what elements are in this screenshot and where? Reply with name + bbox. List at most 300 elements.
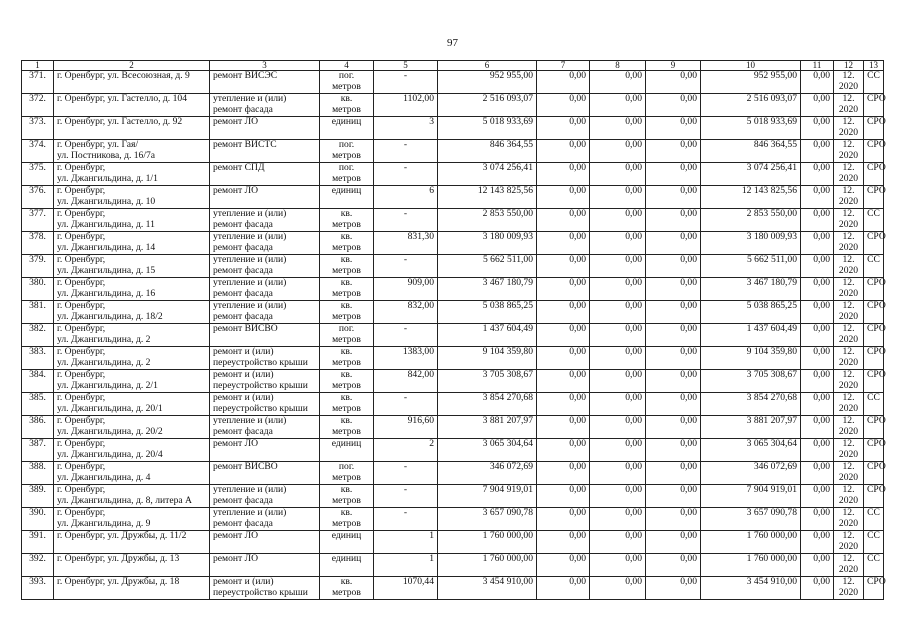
col9-cell: 0,00 [646,462,701,485]
col8-cell: 0,00 [590,301,646,324]
quantity-cell: 6 [374,186,438,209]
deadline-cell [834,255,864,278]
col7-cell: 0,00 [537,140,590,163]
table-row [22,370,884,393]
deadline-line: 2020 [838,540,859,552]
unit-cell [320,370,374,393]
work-type-line: утепление и (или) [213,507,287,518]
col10-cell: 3 467 180,79 [701,278,801,301]
col7-cell: 0,00 [537,416,590,439]
deadline-cell [834,531,864,554]
work-type-line: утепление и (или) [213,300,287,311]
work-type-line: ремонт ЛО [213,438,259,449]
address-line: ул. Джангильдина, д. 14 [57,241,156,253]
work-type-cell [210,117,320,140]
col7-cell: 0,00 [537,439,590,462]
col10-cell: 3 705 308,67 [701,370,801,393]
unit-line: метров [332,494,361,506]
col9-cell: 0,00 [646,531,701,554]
unit-line: метров [332,218,361,230]
col10-cell: 3 180 009,93 [701,232,801,255]
deadline-line: 2020 [838,195,859,207]
unit-line: метров [332,517,361,529]
deadline-cell [834,439,864,462]
deadline-cell [834,163,864,186]
deadline-cell [834,462,864,485]
work-type-cell [210,209,320,232]
col9-cell: 0,00 [646,255,701,278]
address-cell [54,163,210,186]
deadline-cell [834,577,864,600]
address-line: ул. Джангильдина, д. 2/1 [57,379,158,391]
method-code-cell: СРО [864,232,884,255]
table-row [22,577,884,600]
col10-cell: 952 955,00 [701,71,801,94]
quantity-cell: 3 [374,117,438,140]
work-type-cell [210,163,320,186]
table-row [22,531,884,554]
quantity-cell: - [374,462,438,485]
col11-cell: 0,00 [801,347,834,370]
deadline-line: 2020 [838,103,859,115]
col9-cell: 0,00 [646,393,701,416]
col8-cell: 0,00 [590,324,646,347]
table-row [22,324,884,347]
quantity-cell: 1383,00 [374,347,438,370]
address-cell [54,370,210,393]
column-header: 12 [834,61,864,71]
work-type-cell [210,462,320,485]
table-row [22,117,884,140]
deadline-line: 12. [842,254,855,265]
work-type-cell [210,485,320,508]
col9-cell: 0,00 [646,140,701,163]
work-type-line: ремонт ЛО [213,185,259,196]
work-type-cell [210,508,320,531]
unit-line: метров [332,310,361,322]
address-cell [54,347,210,370]
col10-cell: 3 074 256,41 [701,163,801,186]
col7-cell: 0,00 [537,278,590,301]
col9-cell: 0,00 [646,485,701,508]
deadline-line: 12. [842,576,855,587]
unit-cell [320,577,374,600]
address-cell [54,554,210,577]
quantity-cell: - [374,393,438,416]
work-type-cell [210,255,320,278]
row-number-cell: 383. [22,347,54,370]
row-number-cell: 379. [22,255,54,278]
col8-cell: 0,00 [590,531,646,554]
work-type-line: ремонт ЛО [213,553,259,564]
work-type-line: ремонт фасада [213,241,273,253]
address-line: ул. Джангильдина, д. 18/2 [57,310,163,322]
total-cost-cell: 12 143 825,56 [438,186,537,209]
deadline-line: 12. [842,438,855,449]
col7-cell: 0,00 [537,71,590,94]
col8-cell: 0,00 [590,485,646,508]
unit-line: единиц [331,553,362,564]
quantity-cell: 831,30 [374,232,438,255]
col7-cell: 0,00 [537,485,590,508]
unit-line: кв. [340,415,353,426]
total-cost-cell: 9 104 359,80 [438,347,537,370]
col10-cell: 846 364,55 [701,140,801,163]
col8-cell: 0,00 [590,554,646,577]
col10-cell: 3 854 270,68 [701,393,801,416]
unit-cell [320,94,374,117]
method-code-cell: СРО [864,485,884,508]
deadline-cell [834,485,864,508]
address-cell [54,508,210,531]
work-type-line: ремонт фасада [213,287,273,299]
quantity-cell: 842,00 [374,370,438,393]
col8-cell: 0,00 [590,232,646,255]
work-type-line: ремонт ЛО [213,530,259,541]
register-table [21,60,884,600]
address-line: ул. Джангильдина, д. 4 [57,471,151,483]
address-line: г. Оренбург, [57,415,106,426]
col7-cell: 0,00 [537,301,590,324]
address-line: г. Оренбург, [57,461,106,472]
unit-cell [320,485,374,508]
work-type-line: ремонт и (или) [213,346,274,357]
address-line: г. Оренбург, [57,369,106,380]
address-cell [54,416,210,439]
address-cell [54,209,210,232]
deadline-cell [834,232,864,255]
col10-cell: 5 662 511,00 [701,255,801,278]
deadline-line: 2020 [838,310,859,322]
page-number: 97 [447,37,458,49]
column-header: 7 [537,61,590,71]
col10-cell: 5 038 865,25 [701,301,801,324]
deadline-line: 12. [842,507,855,518]
work-type-line: утепление и (или) [213,277,287,288]
unit-line: единиц [331,438,362,449]
table-row [22,255,884,278]
row-number-cell: 375. [22,163,54,186]
table-row [22,485,884,508]
row-number-cell: 381. [22,301,54,324]
address-line: ул. Джангильдина, д. 11 [57,218,155,230]
address-line: ул. Джангильдина, д. 15 [57,264,156,276]
quantity-cell: - [374,209,438,232]
unit-cell [320,186,374,209]
col7-cell: 0,00 [537,347,590,370]
quantity-cell: - [374,140,438,163]
column-header: 11 [801,61,834,71]
table-row [22,71,884,94]
work-type-line: ремонт и (или) [213,576,274,587]
deadline-line: 2020 [838,126,859,138]
total-cost-cell: 3 881 207,97 [438,416,537,439]
table-row [22,554,884,577]
address-line: г. Оренбург, ул. Дружбы, д. 18 [57,576,180,587]
deadline-cell [834,416,864,439]
total-cost-cell: 5 662 511,00 [438,255,537,278]
deadline-line: 2020 [838,80,859,92]
deadline-line: 12. [842,116,855,127]
unit-line: кв. [340,576,353,587]
register-body [22,71,884,600]
col7-cell: 0,00 [537,577,590,600]
work-type-line: ремонт и (или) [213,392,274,403]
row-number-cell: 374. [22,140,54,163]
work-type-line: утепление и (или) [213,254,287,265]
quantity-cell: 909,00 [374,278,438,301]
deadline-cell [834,94,864,117]
total-cost-cell: 3 657 090,78 [438,508,537,531]
quantity-cell: 1 [374,554,438,577]
col7-cell: 0,00 [537,370,590,393]
deadline-line: 2020 [838,241,859,253]
deadline-line: 2020 [838,448,859,460]
address-cell [54,232,210,255]
deadline-line: 2020 [838,287,859,299]
row-number-cell: 371. [22,71,54,94]
deadline-cell [834,278,864,301]
deadline-cell [834,140,864,163]
address-cell [54,393,210,416]
column-header: 5 [374,61,438,71]
col11-cell: 0,00 [801,140,834,163]
total-cost-cell: 846 364,55 [438,140,537,163]
col11-cell: 0,00 [801,508,834,531]
work-type-line: ремонт ВИСВО [213,323,278,334]
address-cell [54,439,210,462]
unit-cell [320,117,374,140]
col11-cell: 0,00 [801,416,834,439]
unit-line: метров [332,379,361,391]
deadline-line: 12. [842,93,855,104]
work-type-line: ремонт ВИСВО [213,461,278,472]
deadline-line: 2020 [838,586,859,598]
row-number-cell: 387. [22,439,54,462]
col9-cell: 0,00 [646,324,701,347]
row-number-cell: 372. [22,94,54,117]
col11-cell: 0,00 [801,71,834,94]
col11-cell: 0,00 [801,577,834,600]
deadline-line: 12. [842,185,855,196]
col7-cell: 0,00 [537,232,590,255]
total-cost-cell: 1 760 000,00 [438,531,537,554]
address-cell [54,255,210,278]
deadline-line: 12. [842,369,855,380]
col7-cell: 0,00 [537,163,590,186]
work-type-line: переустройство крыши [213,402,308,414]
work-type-cell [210,347,320,370]
address-cell [54,485,210,508]
col9-cell: 0,00 [646,577,701,600]
col9-cell: 0,00 [646,301,701,324]
row-number-cell: 376. [22,186,54,209]
unit-line: метров [332,172,361,184]
col7-cell: 0,00 [537,255,590,278]
deadline-line: 12. [842,346,855,357]
address-line: г. Оренбург, [57,277,106,288]
col11-cell: 0,00 [801,163,834,186]
work-type-line: утепление и (или) [213,93,287,104]
col10-cell: 1 437 604,49 [701,324,801,347]
unit-line: метров [332,586,361,598]
col7-cell: 0,00 [537,186,590,209]
table-row [22,301,884,324]
table-row [22,140,884,163]
total-cost-cell: 3 180 009,93 [438,232,537,255]
unit-cell [320,324,374,347]
col8-cell: 0,00 [590,140,646,163]
unit-line: метров [332,425,361,437]
col8-cell: 0,00 [590,71,646,94]
total-cost-cell: 5 038 865,25 [438,301,537,324]
unit-cell [320,531,374,554]
col10-cell: 3 657 090,78 [701,508,801,531]
deadline-line: 12. [842,208,855,219]
work-type-line: ремонт ВИСЭС [213,70,278,81]
address-line: г. Оренбург, ул. Дружбы, д. 11/2 [57,530,187,541]
col9-cell: 0,00 [646,370,701,393]
col7-cell: 0,00 [537,324,590,347]
work-type-line: ремонт ВИСТС [213,139,277,150]
deadline-cell [834,347,864,370]
table-row [22,393,884,416]
address-cell [54,531,210,554]
quantity-cell: 832,00 [374,301,438,324]
col10-cell: 3 454 910,00 [701,577,801,600]
column-header: 13 [864,61,884,71]
address-line: ул. Джангильдина, д. 1/1 [57,172,158,184]
unit-cell [320,163,374,186]
unit-line: единиц [331,116,362,127]
deadline-cell [834,370,864,393]
unit-line: метров [332,402,361,414]
address-cell [54,71,210,94]
work-type-line: ремонт фасада [213,218,273,230]
unit-line: кв. [340,346,353,357]
quantity-cell: 1102,00 [374,94,438,117]
work-type-cell [210,301,320,324]
deadline-line: 12. [842,484,855,495]
col10-cell: 2 516 093,07 [701,94,801,117]
total-cost-cell: 1 760 000,00 [438,554,537,577]
col11-cell: 0,00 [801,209,834,232]
table-row [22,462,884,485]
total-cost-cell: 5 018 933,69 [438,117,537,140]
col11-cell: 0,00 [801,370,834,393]
col10-cell: 346 072,69 [701,462,801,485]
work-type-cell [210,416,320,439]
work-type-line: переустройство крыши [213,586,308,598]
deadline-line: 12. [842,530,855,541]
total-cost-cell: 3 467 180,79 [438,278,537,301]
address-line: г. Оренбург, [57,185,106,196]
column-header: 9 [646,61,701,71]
quantity-cell: - [374,324,438,347]
row-number-cell: 378. [22,232,54,255]
work-type-line: ремонт фасада [213,103,273,115]
unit-line: пог. [338,139,355,150]
column-header: 8 [590,61,646,71]
address-cell [54,94,210,117]
address-line: г. Оренбург, [57,507,106,518]
work-type-cell [210,186,320,209]
total-cost-cell: 346 072,69 [438,462,537,485]
table-row [22,439,884,462]
col9-cell: 0,00 [646,347,701,370]
col8-cell: 0,00 [590,462,646,485]
col7-cell: 0,00 [537,462,590,485]
column-number-row [22,61,884,71]
table-row [22,416,884,439]
total-cost-cell: 2 516 093,07 [438,94,537,117]
total-cost-cell: 952 955,00 [438,71,537,94]
row-number-cell: 382. [22,324,54,347]
work-type-line: ремонт ЛО [213,116,259,127]
col7-cell: 0,00 [537,531,590,554]
unit-line: кв. [340,254,353,265]
unit-line: метров [332,241,361,253]
deadline-cell [834,554,864,577]
deadline-line: 2020 [838,149,859,161]
unit-line: кв. [340,392,353,403]
col8-cell: 0,00 [590,577,646,600]
work-type-line: переустройство крыши [213,379,308,391]
row-number-cell: 388. [22,462,54,485]
deadline-cell [834,209,864,232]
col8-cell: 0,00 [590,370,646,393]
col10-cell: 2 853 550,00 [701,209,801,232]
method-code-cell: СС [864,508,884,531]
work-type-cell [210,278,320,301]
unit-line: метров [332,471,361,483]
address-line: г. Оренбург, [57,484,106,495]
work-type-line: утепление и (или) [213,484,287,495]
method-code-cell: СРО [864,577,884,600]
col9-cell: 0,00 [646,186,701,209]
address-line: г. Оренбург, ул. Гая/ [57,139,139,150]
deadline-line: 2020 [838,333,859,345]
col9-cell: 0,00 [646,163,701,186]
col7-cell: 0,00 [537,209,590,232]
unit-line: пог. [338,70,355,81]
total-cost-cell: 3 065 304,64 [438,439,537,462]
row-number-cell: 389. [22,485,54,508]
deadline-line: 12. [842,323,855,334]
address-cell [54,186,210,209]
unit-line: кв. [340,507,353,518]
address-line: г. Оренбург, [57,438,106,449]
unit-line: пог. [338,461,355,472]
work-type-line: переустройство крыши [213,356,308,368]
address-line: ул. Джангильдина, д. 2 [57,333,151,345]
work-type-line: утепление и (или) [213,231,287,242]
col11-cell: 0,00 [801,393,834,416]
row-number-cell: 377. [22,209,54,232]
work-type-line: ремонт фасада [213,425,273,437]
unit-line: кв. [340,277,353,288]
work-type-cell [210,324,320,347]
method-code-cell: СС [864,255,884,278]
column-header: 10 [701,61,801,71]
method-code-cell: СС [864,393,884,416]
address-line: ул. Джангильдина, д. 20/1 [57,402,163,414]
row-number-cell: 392. [22,554,54,577]
address-line: г. Оренбург, [57,346,106,357]
work-type-line: утепление и (или) [213,415,287,426]
col7-cell: 0,00 [537,117,590,140]
col8-cell: 0,00 [590,278,646,301]
